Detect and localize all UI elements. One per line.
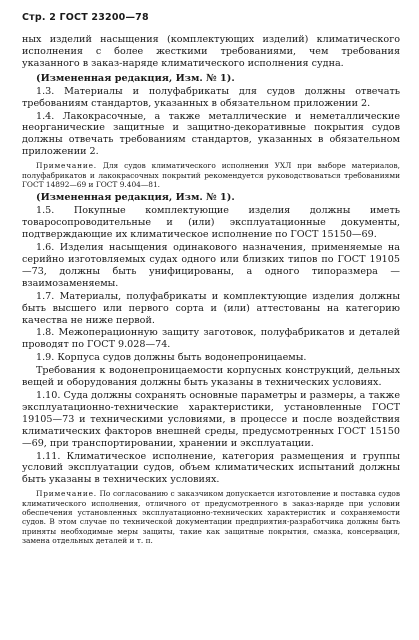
paragraph-watertight: Требования к водонепроницаемости корпусных конструкций, дельных вещей и оборудования должны быть указаны в технических условиях. — [22, 365, 400, 389]
revision-note-heading: (Измененная редакция, Изм. № 1). — [36, 72, 235, 84]
note-text: Для судов климатического исполнения УХЛ при выборе материалов, полуфабрикатов и лакокрасочных покрытий рекомендуется руководствоваться требованиями ГОСТ 14892—69 и ГОСТ 9.404—81. — [22, 161, 400, 189]
paragraph-1-5: 1.5. Покупные комплектующие изделия должны иметь товаросопроводительные и (или) эксплуатационные документы, подтверждающие их климатическое исполнение по ГОСТ 15150—69. — [22, 205, 400, 241]
paragraph-continuation: ных изделий насыщения (комплектующих изделий) климатического исполнения с более жесткими требованиями, чем требования указанного в заказ-наряде климатического исполнения судна. — [22, 34, 400, 69]
note-label: Примечание. — [36, 161, 97, 171]
page-header: Стр. 2 ГОСТ 23200—78 — [22, 12, 149, 23]
note-text: По согласованию с заказчиком допускается изготовление и поставка судов климатического исполнения, отличного от предусмотренного в заказ-наряде при условии обеспечения установленных эксплуатационно-технических характеристик и сохраняемости судов. В этом случае по технической документации предприятия-разработчика должны быть приняты необходимые меры защиты, такие как защитные покрытия, смазка, консервация, замена отдельных деталей и т. п. — [22, 489, 400, 546]
paragraph-1-9: 1.9. Корпуса судов должны быть водонепроницаемы. — [36, 352, 307, 364]
paragraph-1-3: 1.3. Материалы и полуфабрикаты для судов должны отвечать требованиям стандартов, указанных в обязательном приложении 2. — [22, 85, 400, 109]
footnote-note — [22, 489, 400, 545]
note-label: Примечание. — [36, 489, 97, 499]
document-page — [22, 12, 400, 547]
paragraph-1-10: 1.10. Суда должны сохранять основные параметры и размеры, а также эксплуатационно-технические характеристики, установленные ГОСТ 19105—73 и техническими условиями, в процессе и после воздействия климатических факторов внешней среды, предусмотренных ГОСТ 15150—69, при транспортировании, хранении и эксплуатации. — [22, 389, 400, 449]
paragraph-1-11: 1.11. Климатическое исполнение, категория размещения и группы условий эксплуатации судов, объем климатических испытаний должны быть указаны в технических условиях. — [22, 450, 400, 486]
revision-note-heading: (Измененная редакция, Изм. № 1). — [36, 192, 235, 204]
paragraph-1-4: 1.4. Лакокрасочные, а также металлические и неметаллические неорганические защитные и защитно-декоративные покрытия судов должны отвечать требованиям стандартов, указанных в обязательном приложении 2. — [22, 110, 400, 158]
footnote-note — [22, 161, 400, 189]
paragraph-1-8: 1.8. Межоперационную защиту заготовок, полуфабрикатов и деталей проводят по ГОСТ 9.028—74. — [22, 327, 400, 351]
paragraph-1-6: 1.6. Изделия насыщения одинакового назначения, применяемые на серийно изготовляемых судах одного или близких типов по ГОСТ 19105—73, должны быть унифицированы, а одного типоразмера — взаимозаменяемы. — [22, 242, 400, 289]
paragraph-1-7: 1.7. Материалы, полуфабрикаты и комплектующие изделия должны быть высшего или первого сорта и (или) аттестованы на категорию качества не ниже первой. — [22, 290, 400, 326]
